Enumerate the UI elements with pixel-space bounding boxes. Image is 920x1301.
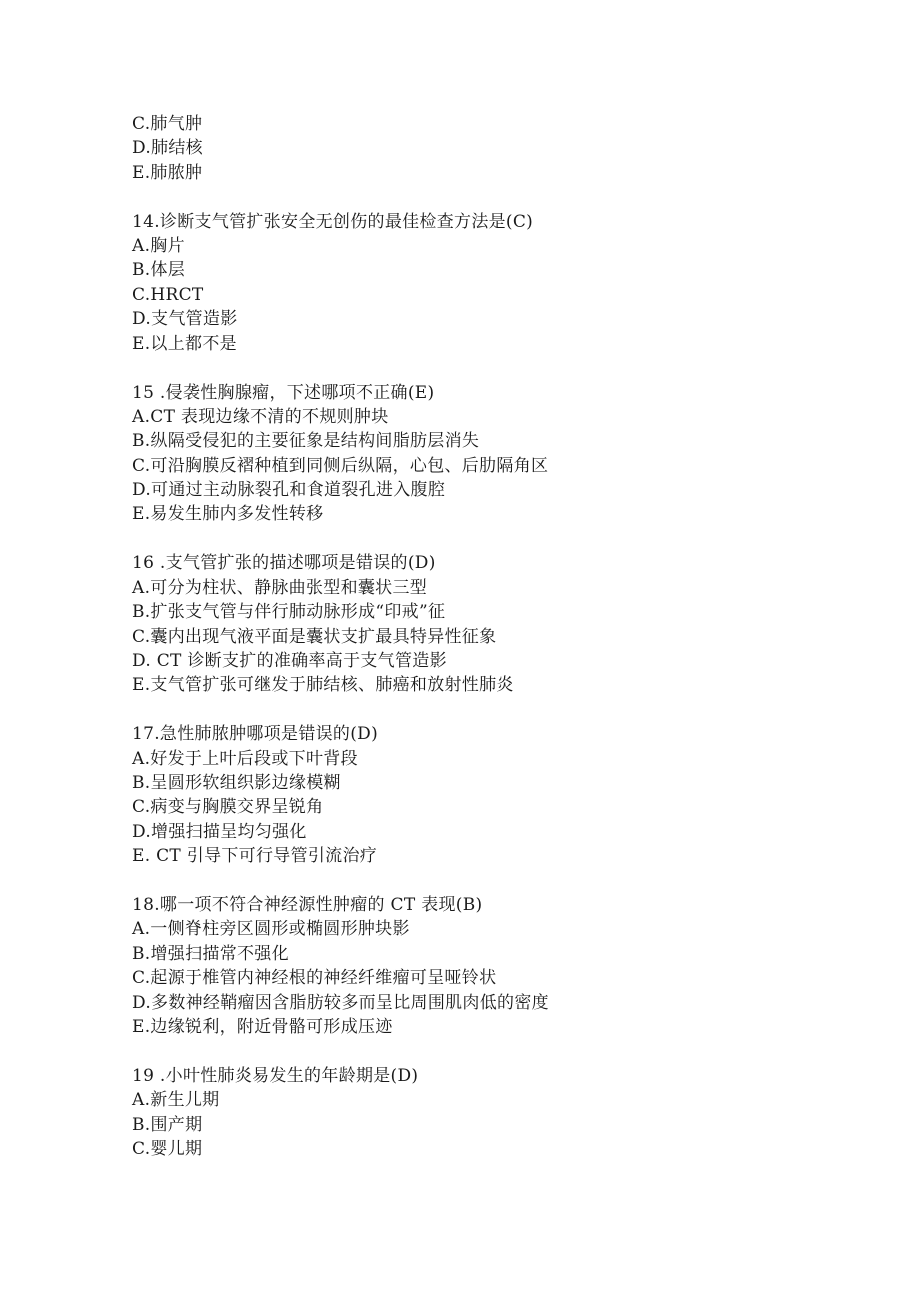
question-text: 16 .支气管扩张的描述哪项是错误的(D) (132, 553, 436, 574)
option-line: A.新生儿期 (132, 1090, 220, 1111)
option-line: C.HRCT (132, 284, 204, 305)
question-text: 18.哪一项不符合神经源性肿瘤的 CT 表现(B) (132, 895, 483, 916)
question-text: 19 .小叶性肺炎易发生的年龄期是(D) (132, 1065, 419, 1086)
option-line: D. CT 诊断支扩的准确率高于支气管造影 (132, 650, 447, 671)
option-line: E.易发生肺内多发性转移 (132, 504, 324, 525)
question-block (132, 381, 872, 527)
option-line: A.CT 表现边缘不清的不规则肿块 (132, 406, 389, 427)
option-line: C.婴儿期 (132, 1139, 203, 1160)
option-line: D.多数神经鞘瘤因含脂肪较多而呈比周围肌肉低的密度 (132, 992, 549, 1013)
option-line: D.增强扫描呈均匀强化 (132, 821, 307, 842)
option-line: C.病变与胸膜交界呈锐角 (132, 797, 324, 818)
option-line: E.边缘锐利，附近骨骼可形成压迹 (132, 1017, 393, 1037)
question-block (132, 1064, 872, 1162)
question-block (132, 551, 872, 697)
option-line: A.好发于上叶后段或下叶背段 (132, 748, 358, 769)
question-text: 15 .侵袭性胸腺瘤，下述哪项不正确(E) (132, 382, 435, 403)
option-line: E.以上都不是 (132, 333, 237, 354)
option-line: B.扩张支气管与伴行肺动脉形成“印戒”征 (132, 602, 446, 623)
option-line: D.可通过主动脉裂孔和食道裂孔进入腹腔 (132, 480, 446, 501)
option-line: D.肺结核 (132, 138, 203, 159)
question-block (132, 210, 872, 356)
option-line: E.支气管扩张可继发于肺结核、肺癌和放射性肺炎 (132, 675, 514, 696)
option-line: B.呈圆形软组织影边缘模糊 (132, 772, 341, 793)
option-line: B.围产期 (132, 1114, 203, 1135)
question-block (132, 893, 872, 1039)
document-page (132, 112, 872, 1161)
question-text: 17.急性肺脓肿哪项是错误的(D) (132, 724, 379, 745)
question-block (132, 112, 872, 185)
option-line: D.支气管造影 (132, 309, 238, 330)
option-line: B.增强扫描常不强化 (132, 943, 289, 964)
option-line: A.可分为柱状、静脉曲张型和囊状三型 (132, 577, 428, 598)
option-line: C.肺气肿 (132, 114, 203, 134)
question-block (132, 722, 872, 868)
option-line: C.起源于椎管内神经根的神经纤维瘤可呈哑铃状 (132, 968, 497, 989)
option-line: C.可沿胸膜反褶种植到同侧后纵隔，心包、后肋隔角区 (132, 455, 549, 476)
option-line: A.胸片 (132, 236, 185, 257)
question-text: 14.诊断支气管扩张安全无创伤的最佳检查方法是(C) (132, 211, 534, 232)
option-line: C.囊内出现气液平面是囊状支扩最具特异性征象 (132, 626, 497, 647)
option-line: B.纵隔受侵犯的主要征象是结构间脂肪层消失 (132, 431, 480, 452)
option-line: A.一侧脊柱旁区圆形或椭圆形肿块影 (132, 919, 410, 940)
option-line: B.体层 (132, 260, 186, 281)
option-line: E. CT 引导下可行导管引流治疗 (132, 846, 378, 867)
option-line: E.肺脓肿 (132, 162, 203, 183)
